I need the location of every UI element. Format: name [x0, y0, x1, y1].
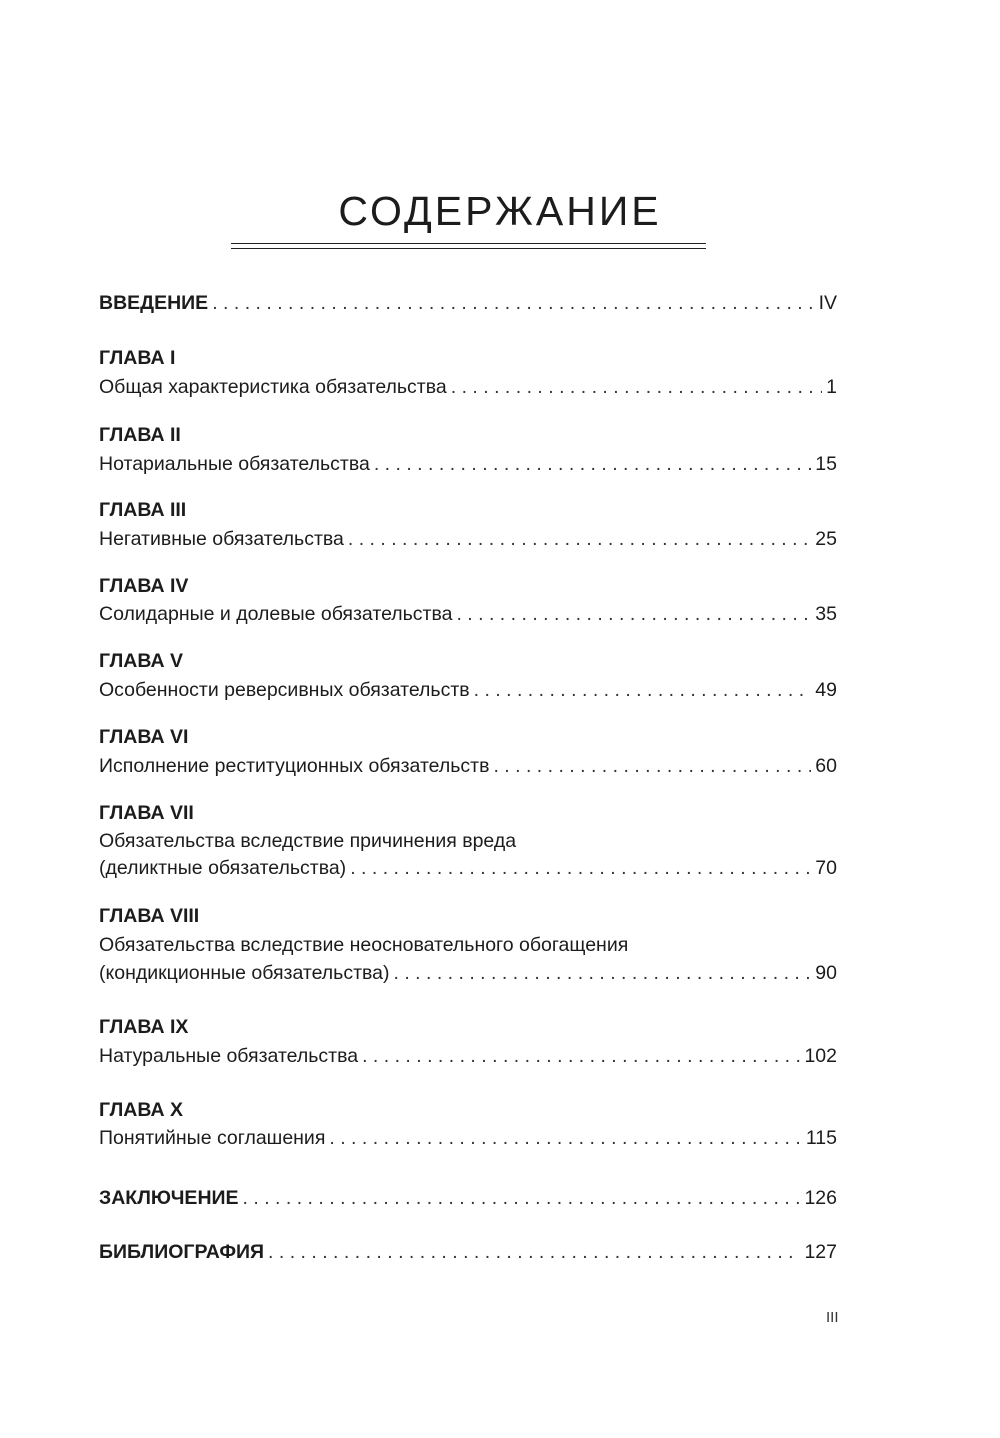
dot-leader	[268, 1238, 800, 1266]
toc-page-number: 127	[804, 1241, 837, 1263]
title-rule-upper	[231, 243, 706, 244]
toc-entry-title-line: Обязательства вследствие причинения вреда	[99, 830, 517, 852]
toc-entry-chapter-5[interactable]	[99, 676, 837, 704]
chapter-heading: ГЛАВА X	[99, 1099, 183, 1121]
toc-entry-chapter-1[interactable]	[99, 373, 837, 401]
toc-entry-chapter-7[interactable]	[99, 854, 837, 882]
dot-leader	[493, 752, 811, 780]
toc-page-number: 90	[815, 962, 837, 984]
toc-entry-label: (кондикционные обязательства)	[99, 962, 390, 984]
dot-leader	[329, 1124, 802, 1152]
chapter-heading: ГЛАВА IX	[99, 1016, 189, 1038]
toc-entry-label: ВВЕДЕНИЕ	[99, 292, 209, 314]
title-rule-lower	[231, 248, 706, 249]
toc-page-number: 60	[815, 755, 837, 777]
toc-entry-chapter-9[interactable]	[99, 1042, 837, 1070]
dot-leader	[394, 959, 812, 987]
toc-page-number: 115	[805, 1127, 837, 1149]
toc-entry-chapter-8[interactable]	[99, 959, 837, 987]
chapter-heading: ГЛАВА VII	[99, 802, 194, 824]
toc-entry-label: БИБЛИОГРАФИЯ	[99, 1241, 265, 1263]
toc-entry-label: (деликтные обязательства)	[99, 857, 347, 879]
toc-entry-label: Исполнение реституционных обязательств	[99, 755, 490, 777]
chapter-heading: ГЛАВА VIII	[99, 905, 200, 927]
toc-page-number: 49	[815, 679, 837, 701]
page-title: СОДЕРЖАНИЕ	[338, 188, 662, 234]
toc-entry-label: Понятийные соглашения	[99, 1127, 326, 1149]
chapter-heading: ГЛАВА I	[99, 347, 176, 369]
dot-leader	[474, 676, 812, 704]
dot-leader	[243, 1184, 801, 1212]
toc-page-number: 126	[804, 1187, 837, 1209]
chapter-heading: ГЛАВА III	[99, 499, 187, 521]
page-number: III	[826, 1309, 839, 1326]
toc-entry-label: Нотариальные обязательства	[99, 453, 370, 475]
toc-entry-label: Общая характеристика обязательства	[99, 376, 447, 398]
toc-page-number: 35	[815, 603, 837, 625]
toc-entry-label: Солидарные и долевые обязательства	[99, 603, 453, 625]
toc-entry-label: Особенности реверсивных обязательств	[99, 679, 470, 701]
toc-entry-title-line: Обязательства вследствие неосновательного обогащения	[99, 934, 629, 956]
toc-entry-chapter-4[interactable]	[99, 600, 837, 628]
dot-leader	[212, 289, 814, 317]
toc-page-number: 15	[815, 453, 837, 475]
toc-entry-label: Негативные обязательства	[99, 528, 344, 550]
dot-leader	[362, 1042, 800, 1070]
toc-page-number: 25	[815, 528, 837, 550]
chapter-heading: ГЛАВА VI	[99, 726, 189, 748]
toc-page-number: 70	[815, 857, 837, 879]
chapter-heading: ГЛАВА V	[99, 650, 183, 672]
toc-page-number: 1	[826, 376, 837, 398]
toc-entry-intro[interactable]	[99, 289, 837, 317]
dot-leader	[374, 450, 811, 478]
dot-leader	[451, 373, 822, 401]
toc-entry-label: Натуральные обязательства	[99, 1045, 359, 1067]
toc-page-number: IV	[818, 292, 837, 314]
toc-entry-chapter-6[interactable]	[99, 752, 837, 780]
toc-entry-label: ЗАКЛЮЧЕНИЕ	[99, 1187, 239, 1209]
toc-page-number: 102	[804, 1045, 837, 1067]
dot-leader	[350, 854, 811, 882]
dot-leader	[456, 600, 811, 628]
toc-entry-conclusion[interactable]	[99, 1184, 837, 1212]
toc-entry-chapter-3[interactable]	[99, 525, 837, 553]
dot-leader	[348, 525, 811, 553]
toc-entry-bibliography[interactable]	[99, 1238, 837, 1266]
chapter-heading: ГЛАВА IV	[99, 575, 189, 597]
chapter-heading: ГЛАВА II	[99, 424, 181, 446]
toc-entry-chapter-2[interactable]	[99, 450, 837, 478]
toc-entry-chapter-10[interactable]	[99, 1124, 837, 1152]
